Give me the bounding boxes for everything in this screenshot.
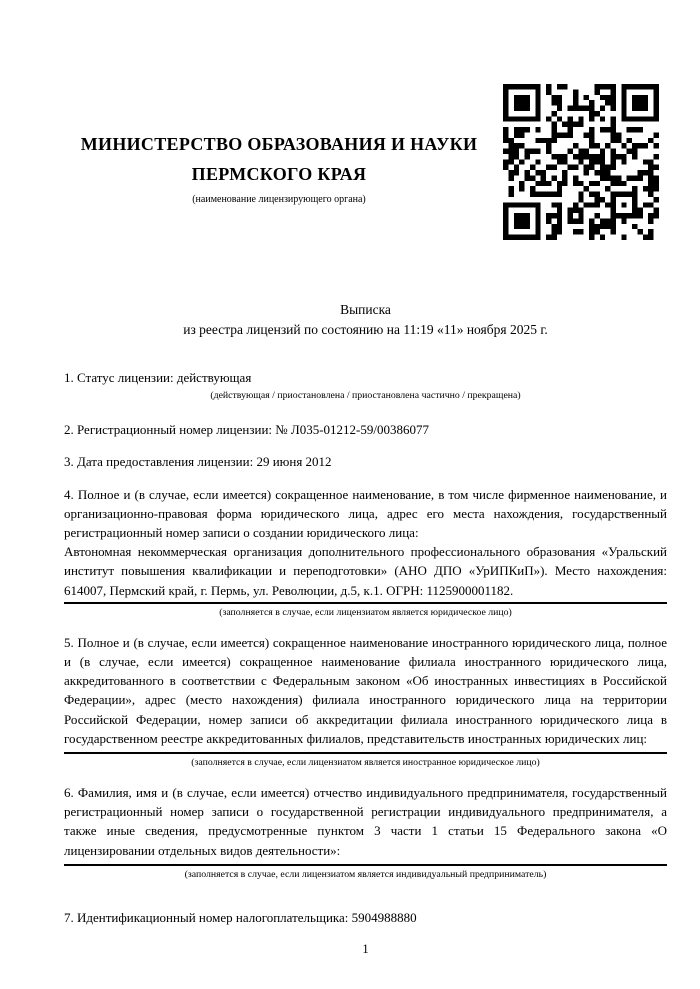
item-individual-entrepreneur bbox=[64, 783, 667, 882]
foreign-entity-text: 5. Полное и (в случае, если имеется) сокращенное наименование иностранного юридического лица, полное и (в случае, если имеется) сокращенное наименование филиала иностранного юридического лица, аккредитованного в соответствии с Федеральным законом «Об иностранных инвестициях в Российской Федерации», адрес (место нахождения) филиала иностранного юридического лица на территории Российской Федерации, номер записи об аккредитации филиала иностранного юридического лица в государственном реестре аккредитованных филиалов, представительств иностранных юридических лиц: bbox=[64, 634, 667, 746]
individual-entrepreneur-note: (заполняется в случае, если лицензиатом является индивидуальный предприниматель) bbox=[184, 868, 547, 880]
individual-entrepreneur-blank-line bbox=[64, 860, 667, 866]
legal-entity-value: Автономная некоммерческая организация дополнительного профессионального образования «Уральский институт повышения квалификации и переподготовки» (АНО ДПО «УрИПКиП»). Место нахождения: 614007, Пермский край, г. Пермь, ул. Революции, д.5, к.1. ОГРН: 1125900001182. bbox=[64, 542, 667, 604]
document-title-line2: из реестра лицензий по состоянию на 11:19 «11» ноября 2025 г. bbox=[183, 322, 548, 337]
authority-name-line1: МИНИСТЕРСТВО ОБРАЗОВАНИЯ И НАУКИ bbox=[80, 134, 478, 154]
foreign-entity-note: (заполняется в случае, если лицензиатом является иностранное юридическое лицо) bbox=[191, 757, 540, 769]
item-foreign-entity bbox=[64, 633, 667, 770]
item-grant-date bbox=[64, 452, 667, 471]
page-number: 1 bbox=[362, 942, 369, 957]
item-legal-entity bbox=[64, 485, 667, 620]
grant-date-text: 3. Дата предоставления лицензии: 29 июня 2012 bbox=[64, 454, 332, 470]
legal-entity-note: (заполняется в случае, если лицензиатом является юридическое лицо) bbox=[219, 606, 512, 618]
item-registration-number bbox=[64, 420, 667, 439]
license-status-note: (действующая / приостановлена / приостановлена частично / прекращена) bbox=[210, 390, 521, 402]
foreign-entity-blank-line bbox=[64, 748, 667, 754]
issuing-authority-header bbox=[64, 0, 494, 206]
qr-code-icon bbox=[503, 84, 659, 240]
taxpayer-number-text: 7. Идентификационный номер налогоплательщика: 5904988880 bbox=[64, 909, 417, 925]
item-license-status bbox=[64, 368, 667, 403]
authority-caption: (наименование лицензирующего органа) bbox=[192, 194, 366, 205]
document-title bbox=[64, 300, 667, 340]
license-status-text: 1. Статус лицензии: действующая bbox=[64, 370, 252, 385]
individual-entrepreneur-text: 6. Фамилия, имя и (в случае, если имеется) отчество индивидуального предпринимателя, государственный регистрационный номер записи о государственной регистрации индивидуального предпринимателя, а также иные сведения, предусмотренные пунктом 3 части 1 статьи 15 Федерального закона «О лицензировании отдельных видов деятельности»: bbox=[64, 785, 667, 858]
item-taxpayer-number bbox=[64, 908, 667, 927]
qr-code-image bbox=[503, 84, 659, 240]
authority-name-line2: ПЕРМСКОГО КРАЯ bbox=[191, 164, 367, 184]
registration-number-text: 2. Регистрационный номер лицензии: № Л035-01212-59/00386077 bbox=[64, 422, 430, 438]
document-title-line1: Выписка bbox=[340, 302, 391, 317]
legal-entity-intro: 4. Полное и (в случае, если имеется) сокращенное наименование, в том числе фирменное наименование, и организационно-правовая форма юридического лица, адрес его места нахождения, государственный регистрационный номер записи о создании юридического лица: bbox=[64, 486, 667, 541]
